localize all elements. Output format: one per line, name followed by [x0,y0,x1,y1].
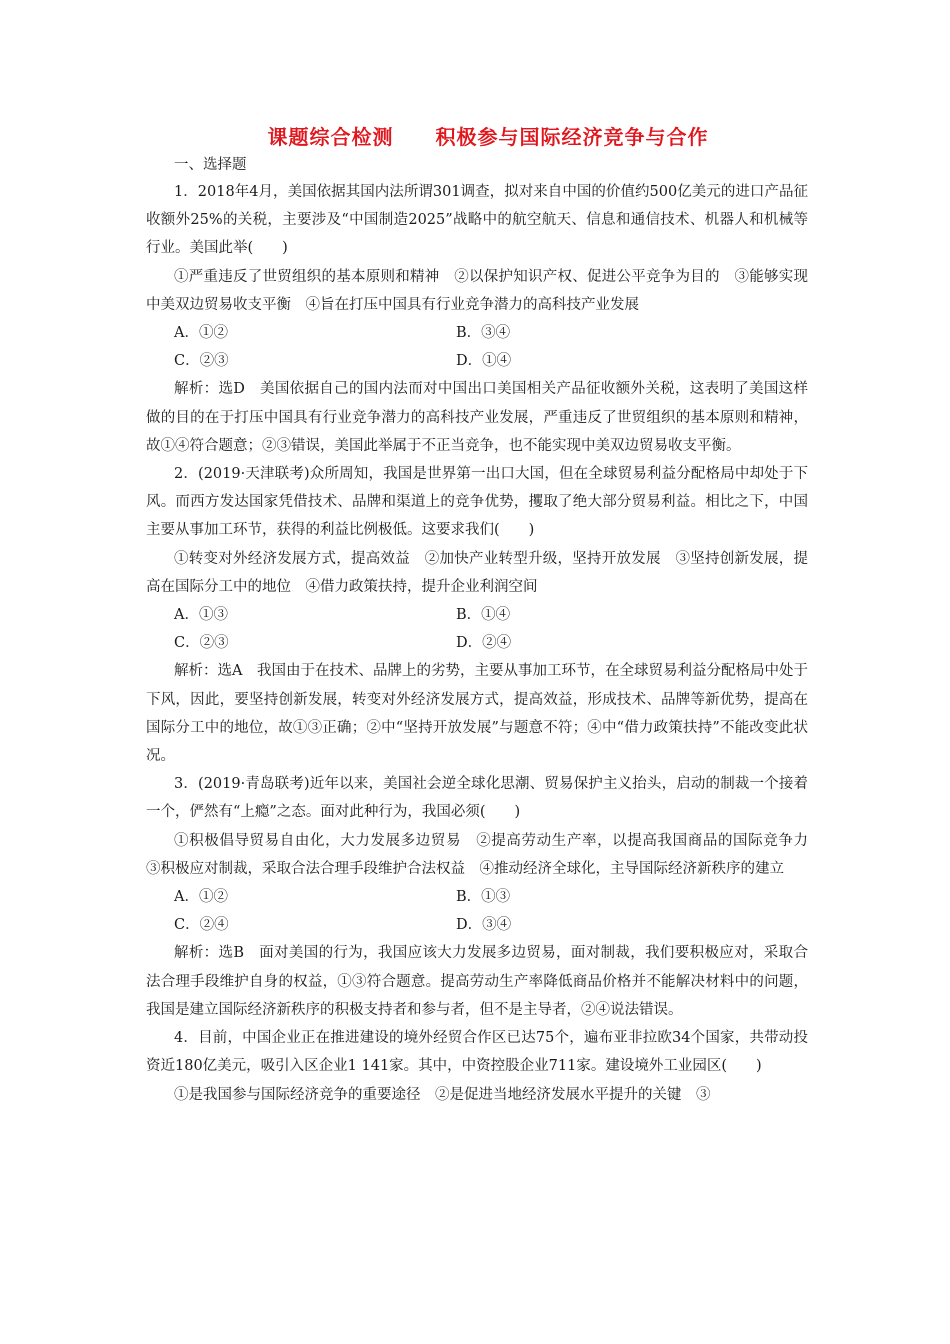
option-b: B．①④ [456,607,511,624]
question-stem: 1．2018年4月，美国依据其国内法所谓301调查，拟对来自中国的价值约500亿美元的进口产品征收额外25%的关税，主要涉及“中国制造2025”战略中的航空航天、信息和通信技术、机器人和机械等行业。美国此举( ) [146,184,808,257]
question-stem: 2．(2019·天津联考)众所周知，我国是世界第一出口大国，但在全球贸易利益分配格局中却处于下风。而西方发达国家凭借技术、品牌和渠道上的竞争优势，攫取了绝大部分贸易利益。相比之下，中国主要从事加工环节，获得的利益比例极低。这要求我们( ) [146,466,808,539]
option-c: C．②③ [174,353,229,370]
options-row [146,601,808,629]
question-stem: 3．(2019·青岛联考)近年以来，美国社会逆全球化思潮、贸易保护主义抬头，启动的制裁一个接着一个，俨然有“上瘾”之态。面对此种行为，我国必须( ) [146,776,808,821]
question-stem: 4．目前，中国企业正在推进建设的境外经贸合作区已达75个，遍布亚非拉欧34个国家，共带动投资近180亿美元，吸引入区企业1 141家。其中，中资控股企业711家。建设境外工业园区( ) [146,1030,808,1075]
analysis: 解析：选B 面对美国的行为，我国应该大力发展多边贸易，面对制裁，我们要积极应对，采取合法合理手段维护自身的权益，①③符合题意。提高劳动生产率降低商品价格并不能解决材料中的问题，我国是建立国际经济新秩序的积极支持者和参与者，但不是主导者，②④说法错误。 [146,945,808,1018]
question-4 [146,1024,808,1109]
option-d: D．①④ [456,353,512,370]
document-title: 课题综合检测 积极参与国际经济竞争与合作 [267,125,709,149]
analysis: 解析：选D 美国依据自己的国内法而对中国出口美国相关产品征收额外关税，这表明了美国这样做的目的在于打压中国具有行业竞争潜力的高科技产业发展，严重违反了世贸组织的基本原则和精神，故①④符合题意；②③错误，美国此举属于不正当竞争，也不能实现中美双边贸易收支平衡。 [146,381,808,454]
question-2 [146,460,808,770]
option-b: B．③④ [456,325,511,342]
question-items: ①是我国参与国际经济竞争的重要途径 ②是促进当地经济发展水平提升的关键 ③ [174,1086,711,1103]
options-row [146,347,808,375]
option-c: C．②④ [174,917,229,934]
question-3 [146,770,823,1024]
option-a: A．①② [174,325,228,342]
option-a: A．①③ [174,607,228,624]
section-heading: 一、选择题 [174,157,247,173]
options-row [146,319,808,347]
option-b: B．①③ [456,889,511,906]
question-items: ①积极倡导贸易自由化，大力发展多边贸易 ②提高劳动生产率，以提高我国商品的国际竞争力 ③积极应对制裁，采取合法合理手段维护合法权益 ④推动经济全球化，主导国际经济新秩序的建立 [146,832,823,877]
document-page [146,122,823,1109]
analysis: 解析：选A 我国由于在技术、品牌上的劣势，主要从事加工环节，在全球贸易利益分配格局中处于下风，因此，要坚持创新发展，转变对外经济发展方式，提高效益，形成技术、品牌等新优势，提高在国际分工中的地位，故①③正确；②中“坚持开放发展”与题意不符；④中“借力政策扶持”不能改变此状况。 [146,663,808,765]
options-row [146,883,808,911]
option-d: D．②④ [456,635,512,652]
option-a: A．①② [174,889,228,906]
question-items: ①转变对外经济发展方式，提高效益 ②加快产业转型升级，坚持开放发展 ③坚持创新发展，提高在国际分工中的地位 ④借力政策扶持，提升企业利润空间 [146,550,808,595]
question-items: ①严重违反了世贸组织的基本原则和精神 ②以保护知识产权、促进公平竞争为目的 ③能够实现中美双边贸易收支平衡 ④旨在打压中国具有行业竞争潜力的高科技产业发展 [146,268,808,313]
question-1 [146,178,808,460]
option-c: C．②③ [174,635,229,652]
options-row [146,629,808,657]
options-row [146,911,808,939]
option-d: D．③④ [456,917,512,934]
